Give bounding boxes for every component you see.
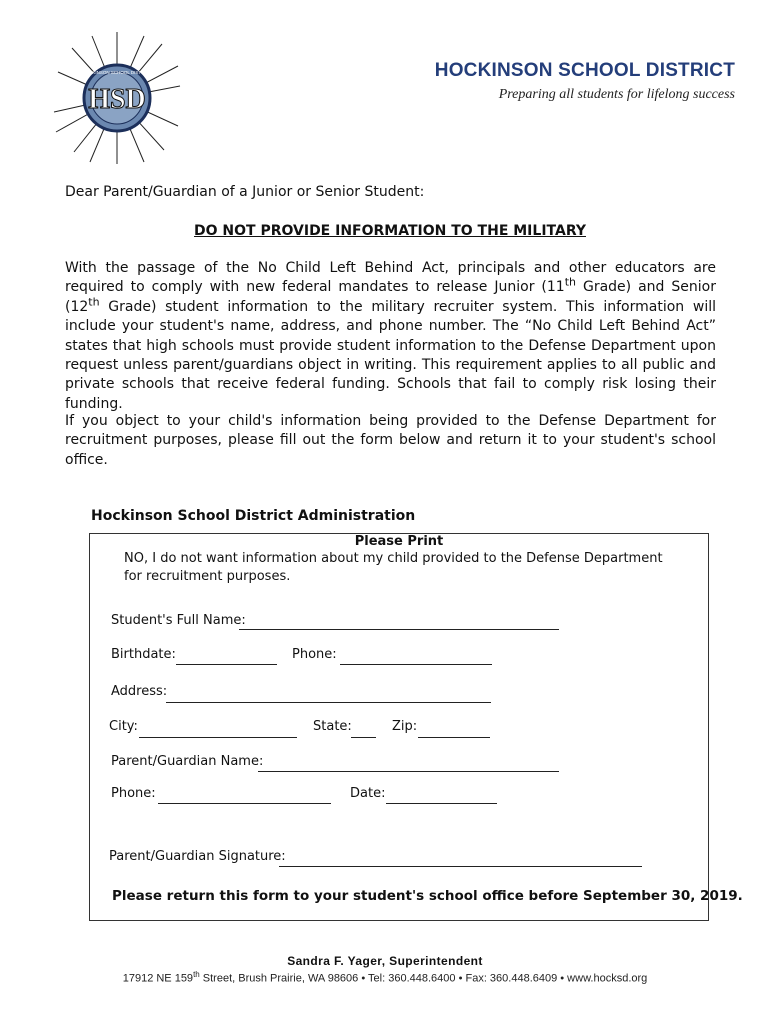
objection-statement: NO, I do not want information about my child provided to the Defense Department for recruitment purposes. bbox=[124, 551, 663, 584]
logo-ring-text: HOCKINSON SCHOOL DISTRICT bbox=[82, 70, 152, 75]
tagline: Preparing all students for lifelong success bbox=[498, 87, 735, 102]
body-paragraph-1: With the passage of the No Child Left Behind Act, principals and other educators are required to comply with new federal mandates to release Junior (11th Grade) and Senior (12th Grade) student information to the military recruiter system. This information will include your student's name, address, and phone number. The “No Child Left Behind Act” states that high schools must provide student information to the Defense Department upon request unless parent/guardians object in writing. This requirement applies to all public and private schools that receive federal funding. Schools that fail to comply risk losing their funding. bbox=[65, 260, 716, 412]
birthdate-label: Birthdate: bbox=[111, 647, 176, 662]
address-field[interactable] bbox=[166, 702, 491, 703]
state-field[interactable] bbox=[351, 737, 376, 738]
date-field[interactable] bbox=[386, 803, 497, 804]
body-paragraph-2: If you object to your child's information being provided to the Defense Department for recruitment purposes, please fill out the form below and return it to your student's school office. bbox=[65, 413, 716, 468]
phone2-label: Phone: bbox=[111, 786, 156, 801]
guardian-name-label: Parent/Guardian Name: bbox=[111, 754, 264, 769]
signature-label: Parent/Guardian Signature: bbox=[109, 849, 286, 864]
student-name-field[interactable] bbox=[239, 629, 559, 630]
superintendent-name: Sandra F. Yager, Superintendent bbox=[287, 954, 483, 968]
district-name: HOCKINSON SCHOOL DISTRICT bbox=[434, 60, 735, 81]
please-print: Please Print bbox=[354, 534, 444, 549]
guardian-name-field[interactable] bbox=[258, 771, 559, 772]
letter-heading: DO NOT PROVIDE INFORMATION TO THE MILITARY bbox=[194, 223, 586, 239]
zip-label: Zip: bbox=[392, 719, 418, 734]
student-name-label: Student's Full Name: bbox=[111, 613, 246, 628]
state-label: State: bbox=[313, 719, 352, 734]
district-logo bbox=[52, 28, 182, 168]
date-label: Date: bbox=[350, 786, 386, 801]
salutation: Dear Parent/Guardian of a Junior or Senior Student: bbox=[65, 184, 425, 200]
form-title: Hockinson School District Administration bbox=[91, 508, 416, 524]
signature-field[interactable] bbox=[279, 866, 642, 867]
phone2-field[interactable] bbox=[158, 803, 331, 804]
phone-field[interactable] bbox=[340, 664, 492, 665]
city-field[interactable] bbox=[139, 737, 297, 738]
return-note: Please return this form to your student's school office before September 30, 2019. bbox=[112, 888, 743, 904]
phone-label: Phone: bbox=[292, 647, 337, 662]
zip-field[interactable] bbox=[418, 737, 490, 738]
birthdate-field[interactable] bbox=[176, 664, 277, 665]
logo-text: HSD bbox=[88, 84, 146, 115]
city-label: City: bbox=[109, 719, 138, 734]
district-address: 17912 NE 159th Street, Brush Prairie, WA 98606 • Tel: 360.448.6400 • Fax: 360.448.6409 • www.hocksd.org bbox=[122, 970, 648, 985]
address-label: Address: bbox=[111, 684, 168, 699]
